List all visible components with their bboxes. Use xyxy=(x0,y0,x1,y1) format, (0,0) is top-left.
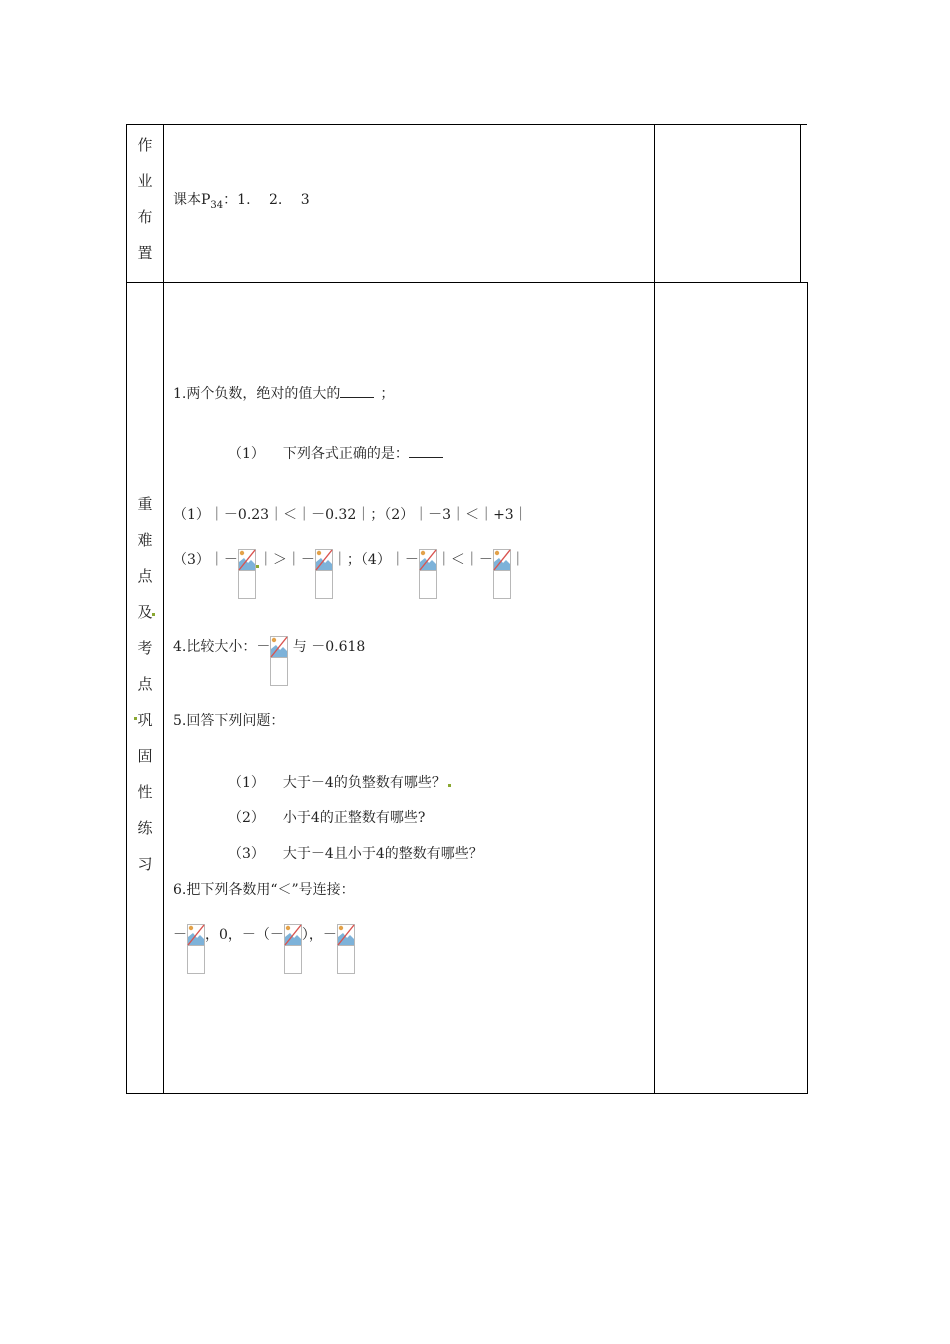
question-1-sub xyxy=(228,443,443,463)
homework-assignment xyxy=(173,189,310,211)
broken-image-icon xyxy=(238,549,256,599)
options-3-part1: （3）｜－ xyxy=(173,552,238,568)
question-5-item xyxy=(228,843,483,863)
row1-label-char: 布 xyxy=(137,208,153,226)
options-4-part2: ｜＜｜－ xyxy=(436,552,493,568)
item-text: 大于－4的负整数有哪些？ xyxy=(282,775,446,791)
row1-label-char: 作 xyxy=(137,136,153,154)
table-top-border xyxy=(126,124,807,125)
row2-label-char: 习 xyxy=(137,855,153,873)
item-number: （3） xyxy=(228,846,265,862)
row2-label-char: 巩 xyxy=(137,711,153,729)
marker-dot xyxy=(152,613,155,616)
question-4-part2: 与 －0.618 xyxy=(288,639,366,655)
row1-label-char: 置 xyxy=(137,244,153,262)
q6-part1: － xyxy=(173,927,187,943)
marker-dot xyxy=(448,784,451,787)
question-6-numbers xyxy=(173,924,355,976)
table-bottom-border xyxy=(126,1093,808,1094)
label-column-divider xyxy=(163,124,164,1094)
row2-label-char: 考 xyxy=(137,639,153,657)
item-text: 小于4的正整数有哪些? xyxy=(282,810,426,826)
row2-label-char: 点 xyxy=(137,675,153,693)
sub-text: 下列各式正确的是： xyxy=(282,446,409,462)
item-number: （1） xyxy=(228,775,265,791)
row2-label xyxy=(127,493,163,889)
options-1-2: （1）｜－0.23｜＜｜－0.32｜；（2）｜－3｜＜｜+3｜ xyxy=(173,507,528,523)
question-1-end: ； xyxy=(380,386,395,402)
question-5 xyxy=(173,710,284,730)
question-5-item xyxy=(228,807,425,827)
question-6-text: 6.把下列各数用“＜”号连接： xyxy=(173,882,355,898)
question-5-item xyxy=(228,772,451,792)
broken-image-icon xyxy=(187,924,205,974)
row1-right-border xyxy=(800,124,801,283)
homework-items: ：1. 2. 3 xyxy=(223,192,310,208)
broken-image-icon xyxy=(493,549,511,599)
options-3-part2: ｜＞｜－ xyxy=(258,552,315,568)
broken-image-icon xyxy=(284,924,302,974)
item-number: （2） xyxy=(228,810,265,826)
question-6 xyxy=(173,879,355,899)
question-5-text: 5.回答下列问题： xyxy=(173,713,285,729)
notes-column-divider xyxy=(654,124,655,1094)
item-text: 大于－4且小于4的整数有哪些？ xyxy=(282,846,483,862)
sub-number: （1） xyxy=(228,446,265,462)
homework-prefix: 课本P xyxy=(173,192,211,208)
options-line-2 xyxy=(173,549,525,601)
homework-page-sub: 34 xyxy=(210,199,224,211)
broken-image-icon xyxy=(419,549,437,599)
marker-dot xyxy=(134,717,137,720)
row2-label-char: 重 xyxy=(137,495,153,513)
question-1 xyxy=(173,383,394,403)
broken-image-icon xyxy=(270,636,288,686)
options-4-part3: ｜ xyxy=(510,552,525,568)
question-4-part1: 4.比较大小：－ xyxy=(173,639,271,655)
row2-label-char: 练 xyxy=(137,819,153,837)
row2-label-char: 难 xyxy=(137,531,153,549)
row2-label-char: 性 xyxy=(137,783,153,801)
answer-blank xyxy=(409,443,443,458)
row1-label-char: 业 xyxy=(137,172,153,190)
options-line-1 xyxy=(173,504,528,524)
q6-part2: ，0，－（－ xyxy=(205,927,284,943)
row2-label-char: 及 xyxy=(137,603,153,621)
row2-label-char: 固 xyxy=(137,747,153,765)
row1-label xyxy=(127,134,163,278)
row-divider xyxy=(126,282,808,283)
answer-blank xyxy=(340,383,374,398)
row2-right-border xyxy=(807,282,808,1094)
row2-label-char: 点 xyxy=(137,567,153,585)
broken-image-icon xyxy=(315,549,333,599)
question-4 xyxy=(173,636,365,688)
q6-part3: ），－ xyxy=(301,927,337,943)
broken-image-icon xyxy=(337,924,355,974)
question-1-text: 1.两个负数，绝对的值大的 xyxy=(173,386,341,402)
options-4-part1: ｜；（4）｜－ xyxy=(332,552,419,568)
